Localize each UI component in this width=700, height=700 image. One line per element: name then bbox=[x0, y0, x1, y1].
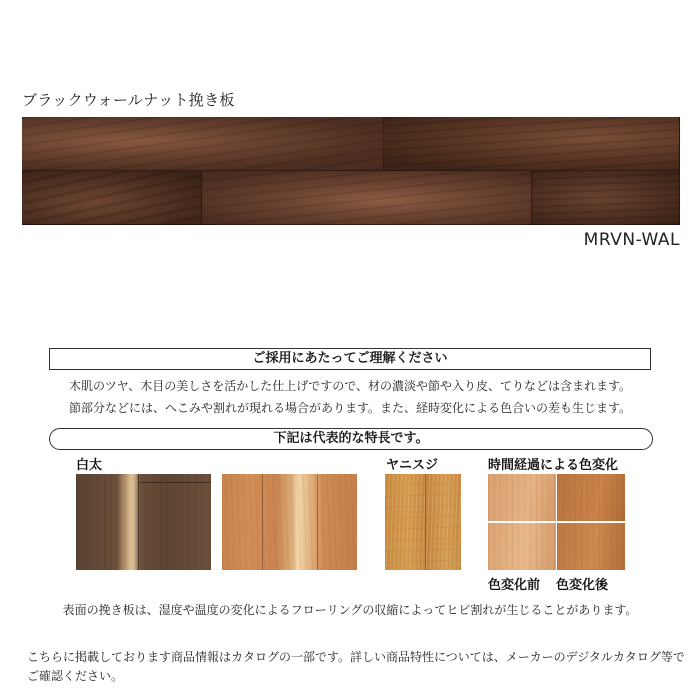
floor-plank bbox=[532, 171, 680, 225]
product-title: ブラックウォールナット挽き板 bbox=[22, 91, 235, 109]
color-change-sample-image bbox=[488, 474, 625, 570]
sapwood-light-sample-image bbox=[222, 474, 357, 570]
notice-text-line-1: 木肌のツヤ、木目の美しさを活かした仕上げですので、材の濃淡や節や入り皮、てりなどは含まれます。 bbox=[68, 379, 632, 393]
floor-plank bbox=[384, 117, 680, 171]
surface-crack-note: 表面の挽き板は、湿度や温度の変化によるフローリングの収縮によってヒビ割れが生じることがあります。 bbox=[62, 603, 638, 617]
floor-plank bbox=[202, 171, 532, 225]
sapwood-sample-image bbox=[76, 474, 211, 570]
aging-after-caption: 色変化後 bbox=[556, 578, 609, 593]
feature-label-resin-streak: ヤニスジ bbox=[386, 458, 439, 473]
wood-floor-sample-image bbox=[22, 117, 680, 225]
features-heading: 下記は代表的な特長です。 bbox=[273, 431, 429, 446]
notice-heading: ご採用にあたってご理解ください bbox=[252, 351, 448, 366]
product-code: MRVN-WAL bbox=[583, 230, 680, 250]
notice-text-line-2: 節部分などには、へこみや割れが現れる場合があります。また、経時変化による色合いの差も生じます。 bbox=[68, 401, 632, 415]
feature-label-sapwood: 白太 bbox=[76, 458, 103, 473]
floor-plank bbox=[22, 171, 202, 225]
catalog-footer-note: こちらに掲載しております商品情報はカタログの一部です。詳しい商品特性については、メーカーのデジタルカタログ等でご確認ください。 bbox=[27, 650, 685, 683]
feature-label-color-change: 時間経過による色変化 bbox=[488, 458, 619, 473]
resin-streak-sample-image bbox=[385, 474, 461, 570]
features-heading-box bbox=[49, 428, 653, 450]
notice-heading-box bbox=[49, 348, 651, 370]
aging-before-caption: 色変化前 bbox=[488, 578, 541, 593]
floor-plank bbox=[22, 117, 384, 171]
